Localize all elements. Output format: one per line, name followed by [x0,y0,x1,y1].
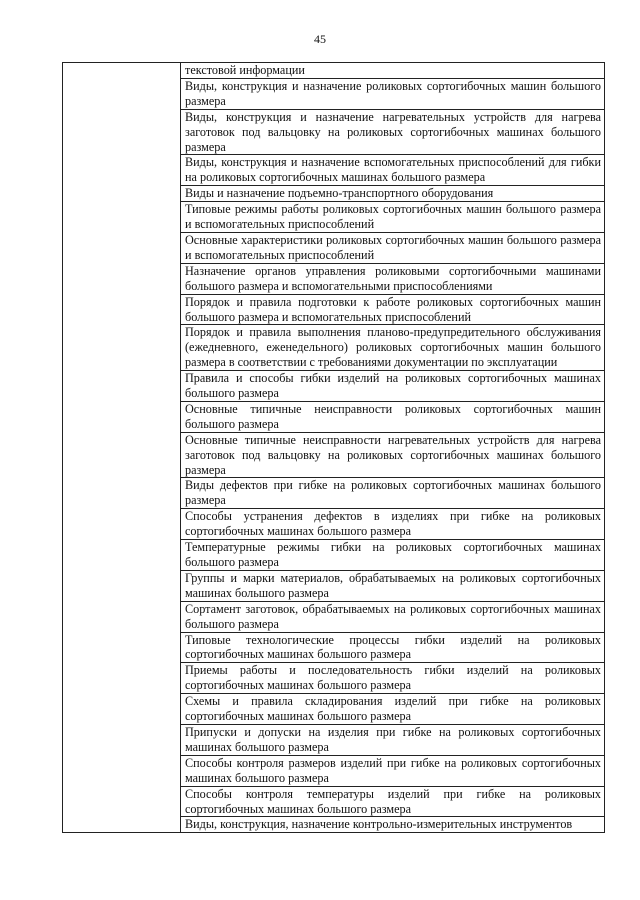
table-cell [181,294,605,325]
page-number: 45 [314,32,326,46]
cell-text: Группы и марки материалов, обрабатываемых на роликовых сортогибочных машинах большого размера [185,570,601,600]
table-cell [181,632,605,663]
table-cell [181,509,605,540]
table-cell [181,263,605,294]
table-cell [181,78,605,109]
table-cell [181,478,605,509]
table-cell [181,694,605,725]
table-cell [181,601,605,632]
table-cell [181,432,605,478]
table-cell [181,724,605,755]
table-cell [181,663,605,694]
cell-text: Способы контроля температуры изделий при гибке на роликовых сортогибочных машинах большого размера [185,786,601,816]
cell-text: Виды, конструкция и назначение вспомогательных приспособлений для гибки на роликовых сортогибочных машинах большого размера [185,155,601,185]
cell-text: Основные типичные неисправности роликовых сортогибочных машин большого размера [185,401,601,431]
table-cell [181,570,605,601]
cell-text: Типовые технологические процессы гибки изделий на роликовых сортогибочных машинах большого размера [185,632,601,662]
cell-text: Способы контроля размеров изделий при гибке на роликовых сортогибочных машинах большого размера [185,755,601,785]
table-cell [181,63,605,79]
cell-text: Правила и способы гибки изделий на роликовых сортогибочных машинах большого размера [185,371,601,401]
cell-text: Виды, конструкция и назначение роликовых сортогибочных машин большого размера [185,78,601,108]
table-cell [181,325,605,371]
cell-text: Способы устранения дефектов в изделиях при гибке на роликовых сортогибочных машинах большого размера [185,509,601,539]
table-cell [181,371,605,402]
cell-text: текстовой информации [185,63,305,77]
cell-text: Виды, конструкция, назначение контрольно-измерительных инструментов [185,817,573,832]
table-cell [181,755,605,786]
table-cell [181,202,605,233]
requirements-table [62,62,605,833]
table-cell [181,109,605,155]
cell-text: Виды, конструкция и назначение нагревательных устройств для нагрева заготовок под вальцовку на роликовых сортогибочных машинах большого размера [185,109,601,154]
table-cell [181,186,605,202]
cell-text: Припуски и допуски на изделия при гибке на роликовых сортогибочных машинах большого размера [185,724,601,754]
cell-text: Виды и назначение подъемно-транспортного оборудования [185,186,494,201]
table-cell [181,817,605,833]
cell-text: Порядок и правила выполнения планово-предупредительного обслуживания (ежедневного, еженедельного) роликовых сортогибочных машин большого размера в соответствии с требованиями документации по эксплуатации [185,325,601,370]
table-cell [181,540,605,571]
cell-text: Основные характеристики роликовых сортогибочных машин большого размера и вспомогательных приспособлений [185,232,601,262]
table-row [63,63,605,79]
cell-text: Виды дефектов при гибке на роликовых сортогибочных машинах большого размера [185,478,601,508]
table-cell [181,232,605,263]
cell-text: Порядок и правила подготовки к работе роликовых сортогибочных машин большого размера и вспомогательных приспособлений [185,294,601,324]
cell-text: Сортамент заготовок, обрабатываемых на роликовых сортогибочных машинах большого размера [185,601,601,631]
cell-text: Приемы работы и последовательность гибки изделий на роликовых сортогибочных машинах большого размера [185,663,601,693]
table-cell [181,401,605,432]
cell-text: Назначение органов управления роликовыми сортогибочными машинами большого размера и вспомогательными приспособлениями [185,263,601,293]
cell-text: Схемы и правила складирования изделий при гибке на роликовых сортогибочных машинах большого размера [185,694,601,724]
table-cell [181,786,605,817]
left-column-cell [63,63,181,833]
cell-text: Температурные режимы гибки на роликовых сортогибочных машинах большого размера [185,540,601,569]
table-cell [181,155,605,186]
cell-text: Основные типичные неисправности нагревательных устройств для нагрева заготовок под вальцовку на роликовых сортогибочных машинах большого размера [185,432,601,477]
cell-text: Типовые режимы работы роликовых сортогибочных машин большого размера и вспомогательных приспособлений [185,202,601,232]
